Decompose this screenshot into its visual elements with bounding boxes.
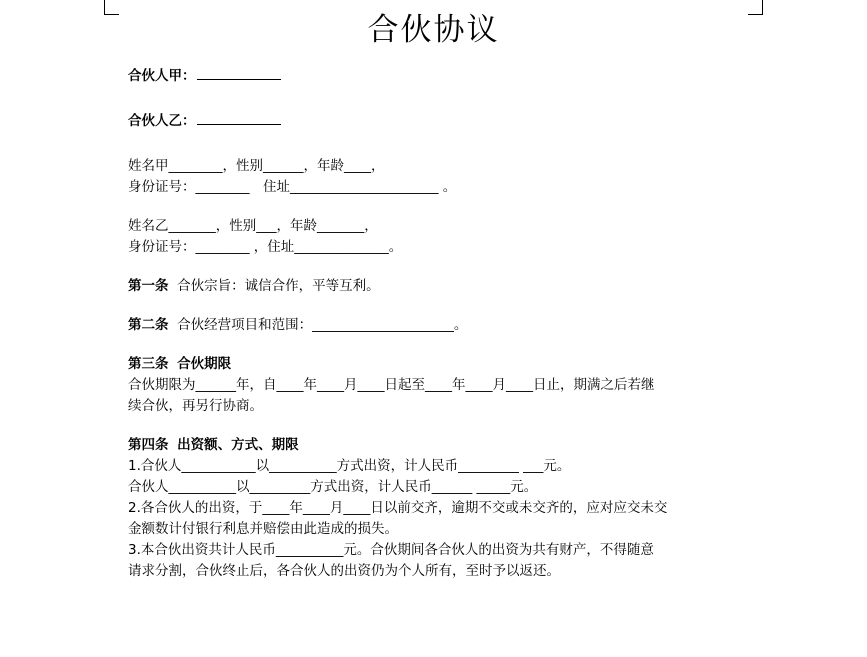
article-3-heading-text: 合伙期限 (177, 356, 232, 372)
article-4-line-6: 请求分割，合伙终止后，各合伙人的出资仍为个人所有，至时予以返还。 (128, 563, 560, 579)
article-3-line-2: 续合伙，再另行协商。 (128, 398, 263, 414)
article-4-heading: 第四条 (128, 437, 169, 453)
article-3-heading-line (128, 354, 768, 375)
article-4-line-1: 1.合伙人___________以__________方式出资，计人民币_________ ___元。 (128, 458, 571, 474)
document-body (128, 66, 768, 582)
party-a-info-line-2: 身份证号：________ 住址______________________ 。 (128, 179, 457, 195)
article-2-line (128, 315, 768, 336)
article-1-line (128, 276, 768, 297)
party-b-line (128, 111, 768, 132)
article-1-heading-text: 合伙宗旨： (177, 278, 245, 294)
party-a-label: 合伙人甲： (128, 68, 196, 84)
party-b-info-line-1: 姓名乙_______，性别___，年龄_______， (128, 218, 378, 234)
article-4-line-2: 合伙人__________以_________方式出资，计人民币______ _____元。 (128, 479, 538, 495)
article-3-line-1: 合伙期限为______年，自____年____月____日起至____年____月____日止，期满之后若继 (128, 377, 655, 393)
party-a-info-line-1: 姓名甲________，性别______，年龄____， (128, 158, 385, 174)
party-b-label: 合伙人乙： (128, 113, 196, 129)
article-4-heading-text: 出资额、方式、期限 (177, 437, 299, 453)
party-b-info-line-2: 身份证号：________ ，住址______________。 (128, 239, 403, 255)
page-title: 合伙协议 (367, 12, 500, 48)
party-a-blank (197, 66, 281, 80)
party-a-line (128, 66, 768, 87)
article-4-line-4: 金额数计付银行利息并赔偿由此造成的损失。 (128, 521, 398, 537)
article-4-line-3: 2.各合伙人的出资，于____年____月____日以前交齐，逾期不交或未交齐的，应对应交未交 (128, 500, 668, 516)
article-2-heading: 第二条 (128, 317, 169, 333)
article-3-heading: 第三条 (128, 356, 169, 372)
article-1-body: 诚信合作，平等互利。 (244, 278, 380, 294)
article-4-line-5: 3.本合伙出资共计人民币__________元。合伙期间各合伙人的出资为共有财产，不得随意 (128, 542, 654, 558)
article-2-heading-text: 合伙经营项目和范围： (177, 317, 313, 333)
article-2-body: _____________________。 (312, 317, 468, 333)
article-4-heading-line (128, 435, 768, 456)
party-b-blank (197, 111, 281, 125)
article-1-heading: 第一条 (128, 278, 169, 294)
